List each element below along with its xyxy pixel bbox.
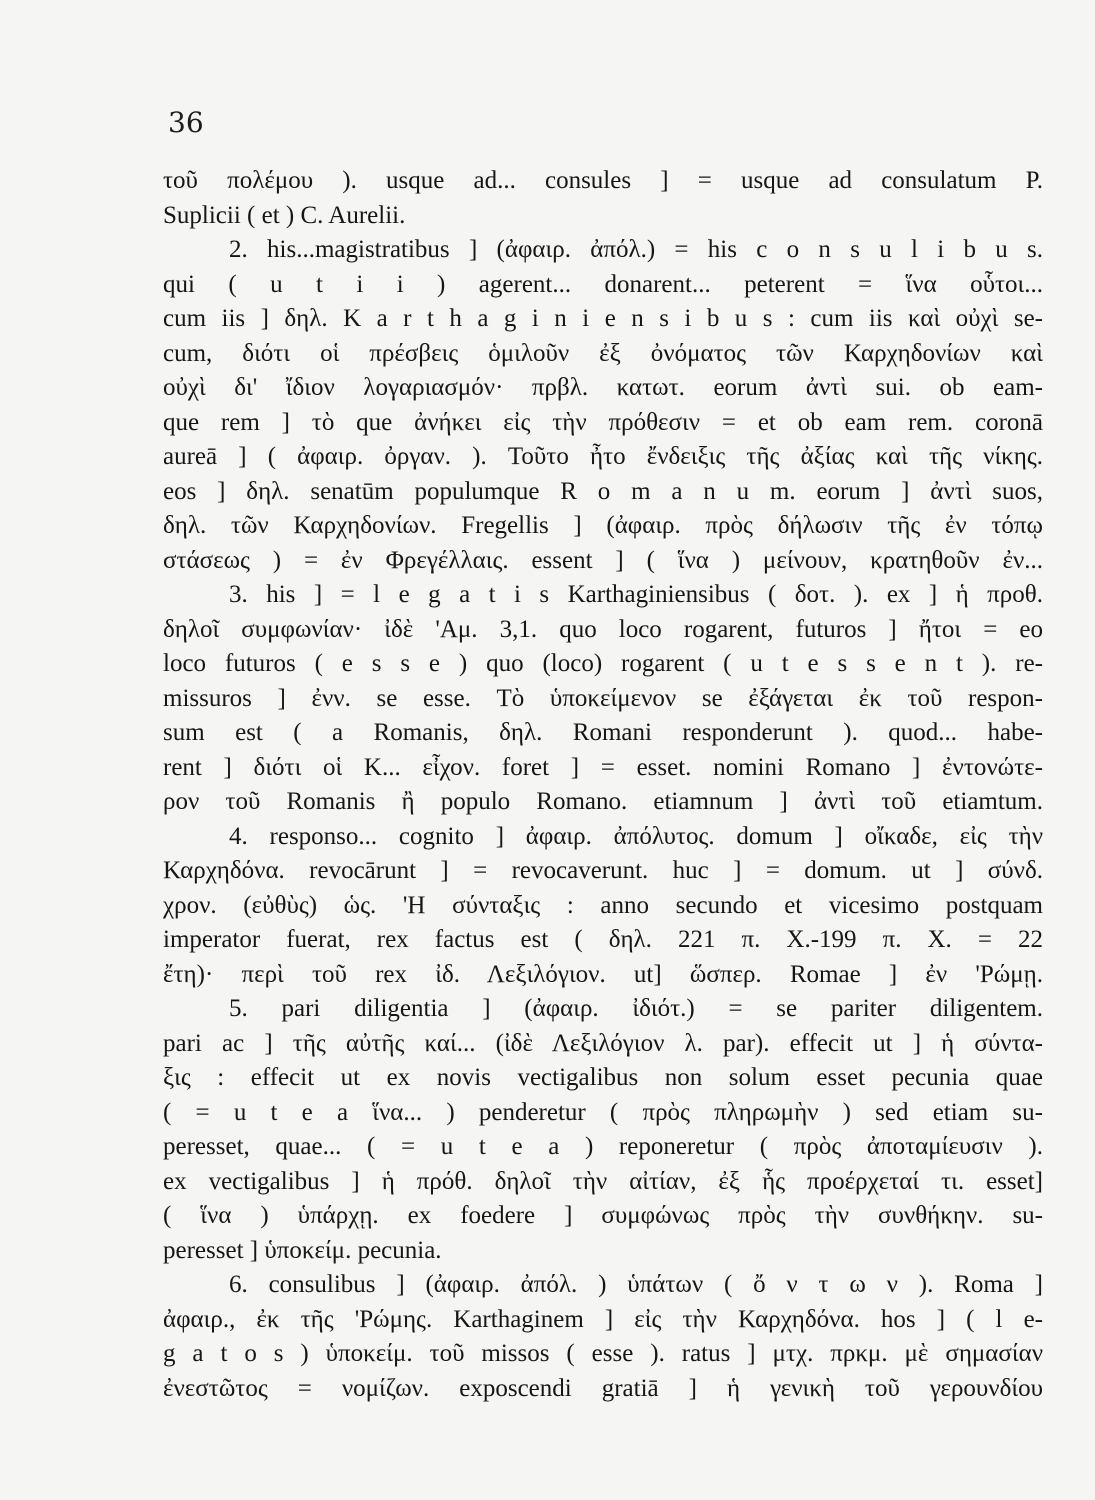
text-line: χρον. (εὐθὺς) ὡς. 'Η σύνταξις : anno secundo et vicesimo postquam xyxy=(163,891,1043,919)
page-number: 36 xyxy=(168,106,204,139)
text-line: sum est ( a Romanis, δηλ. Romani responderunt ). quod... habe- xyxy=(163,719,1043,746)
text-line: pari ac ] τῆς αὐτῆς καί... (ἰδὲ Λεξιλόγιον λ. par). effecit ut ] ἡ σύντα- xyxy=(163,1029,1043,1057)
text-line: aureā ] ( ἀφαιρ. ὀργαν. ). Τοῦτο ἦτο ἔνδειξις τῆς ἀξίας καὶ τῆς νίκης. xyxy=(163,443,1043,470)
text-line: rent ] διότι οἱ K... εἶχον. foret ] = esset. nomini Romano ] ἐντονώτε- xyxy=(163,753,1043,781)
text-line: loco futuros ( e s s e ) quo (loco) rogarent ( u t e s s e n t ). re- xyxy=(163,650,1043,677)
text-line: 4. responso... cognito ] ἀφαιρ. ἀπόλυτος. domum ] οἴκαδε, εἰς τὴν xyxy=(229,822,1043,850)
text-line: ( ἵνα ) ὑπάρχῃ. ex foedere ] συμφώνως πρὸς τὴν συνθήκην. su- xyxy=(163,1202,1043,1229)
text-line: ξις : effecit ut ex novis vectigalibus non solum esset pecunia quae xyxy=(163,1064,1043,1091)
text-line: cum, διότι οἱ πρέσβεις ὁμιλοῦν ἐξ ὀνόματος τῶν Καρχηδονίων καὶ xyxy=(163,339,1043,367)
text-line: ex vectigalibus ] ἡ πρόθ. δηλοῖ τὴν αἰτίαν, ἐξ ἧς προέρχεταί τι. esset] xyxy=(163,1167,1043,1195)
text-line: ἔτη)· περὶ τοῦ rex ἰδ. Λεξιλόγιον. ut] ὥσπερ. Romae ] ἐν 'Ρώμῃ. xyxy=(163,960,1043,988)
text-line: ἐνεστῶτος = νομίζων. exposcendi gratiā ] ἡ γενικὴ τοῦ γερουνδίου xyxy=(163,1374,1043,1402)
text-line: 3. his ] = l e g a t i s Karthaginiensibus ( δοτ. ). ex ] ἡ προθ. xyxy=(229,581,1043,608)
text-line: Suplicii ( et ) C. Aurelii. xyxy=(163,201,406,229)
text-line: δηλοῖ συμφωνίαν· ἰδὲ 'Αμ. 3,1. quo loco rogarent, futuros ] ἤτοι = eo xyxy=(163,615,1043,643)
text-line: οὐχὶ δι' ἴδιον λογαριασμόν· πρβλ. κατωτ. eorum ἀντὶ sui. ob eam- xyxy=(163,374,1043,401)
text-line: qui ( u t i i ) agerent... donarent... peterent = ἵνα οὗτοι... xyxy=(163,270,1043,298)
text-line: g a t o s ) ὑποκείμ. τοῦ missos ( esse ). ratus ] μτχ. πρκμ. μὲ σημασίαν xyxy=(163,1340,1043,1367)
commentary-text xyxy=(163,164,1043,1406)
text-line: eos ] δηλ. senatūm populumque R o m a n u m. eorum ] ἀντὶ suos, xyxy=(163,477,1043,505)
text-line: ἀφαιρ., ἐκ τῆς 'Ρώμης. Karthaginem ] εἰς τὴν Καρχηδόνα. hos ] ( l e- xyxy=(163,1305,1043,1333)
text-line: Καρχηδόνα. revocārunt ] = revocaverunt. huc ] = domum. ut ] σύνδ. xyxy=(163,857,1043,884)
text-line: 5. pari diligentia ] (ἀφαιρ. ἰδιότ.) = se pariter diligentem. xyxy=(229,995,1043,1022)
text-line: cum iis ] δηλ. K a r t h a g i n i e n s i b u s : cum iis καὶ οὐχὶ se- xyxy=(163,305,1043,332)
text-line: τοῦ πολέμου ). usque ad... consules ] = usque ad consulatum P. xyxy=(163,167,1043,194)
text-line: missuros ] ἐνν. se esse. Τὸ ὑποκείμενον se ἐξάγεται ἐκ τοῦ respon- xyxy=(163,684,1043,712)
text-line: imperator fuerat, rex factus est ( δηλ. 221 π. X.-199 π. X. = 22 xyxy=(163,926,1043,953)
text-line: 6. consulibus ] (ἀφαιρ. ἀπόλ. ) ὑπάτων ( ὄ ν τ ω ν ). Roma ] xyxy=(229,1271,1043,1298)
text-line: ( = u t e a ἵνα... ) penderetur ( πρὸς πληρωμὴν ) sed etiam su- xyxy=(163,1098,1043,1126)
text-line: δηλ. τῶν Καρχηδονίων. Fregellis ] (ἀφαιρ. πρὸς δήλωσιν τῆς ἐν τόπῳ xyxy=(163,512,1043,539)
text-line: ρον τοῦ Romanis ἢ populo Romano. etiamnum ] ἀντὶ τοῦ etiamtum. xyxy=(163,788,1043,815)
text-line: peresset, quae... ( = u t e a ) reponeretur ( πρὸς ἀποταμίευσιν ). xyxy=(163,1133,1043,1160)
text-line: que rem ] τὸ que ἀνήκει εἰς τὴν πρόθεσιν = et ob eam rem. coronā xyxy=(163,408,1043,436)
text-line: στάσεως ) = ἐν Φρεγέλλαις. essent ] ( ἵνα ) μείνουν, κρατηθοῦν ἐν... xyxy=(163,546,1043,574)
text-line: peresset ] ὑποκείμ. pecunia. xyxy=(163,1236,442,1264)
text-line: 2. his...magistratibus ] (ἀφαιρ. ἀπόλ.) = his c o n s u l i b u s. xyxy=(229,236,1043,263)
